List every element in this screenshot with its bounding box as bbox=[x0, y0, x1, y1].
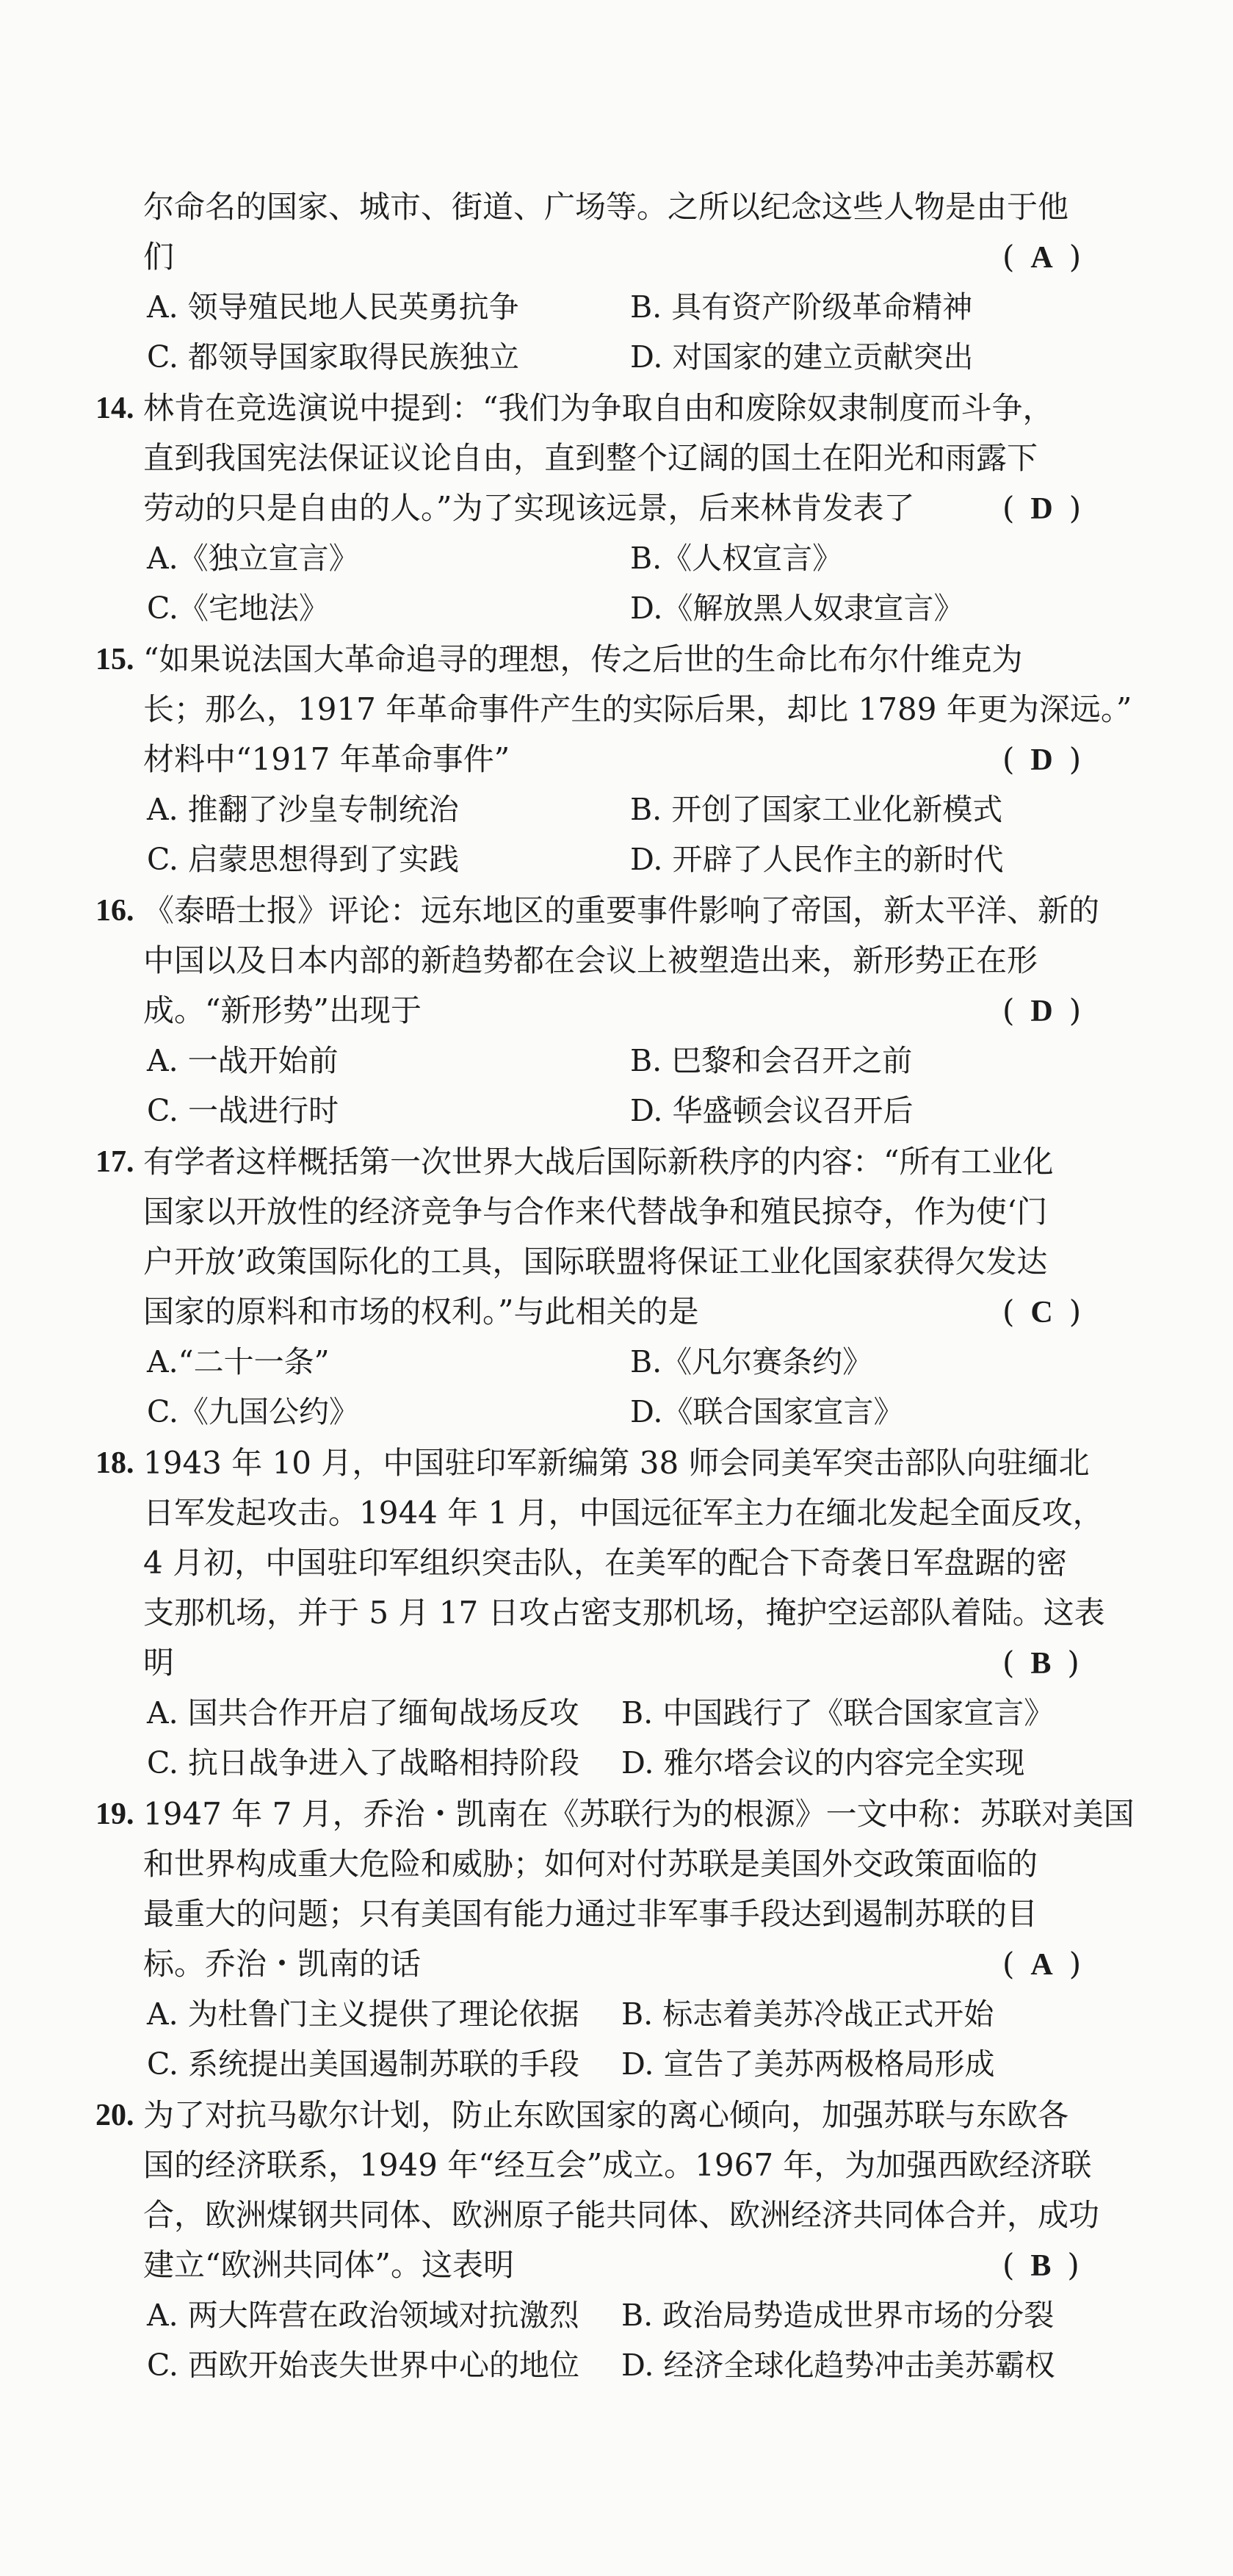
question-20-option-a: A. 两大阵营在政治领域对抗激烈 bbox=[147, 2298, 579, 2333]
question-20-line-3: 合，欧洲煤钢共同体、欧洲原子能共同体、欧洲经济共同体合并，成功 bbox=[143, 2197, 1100, 2233]
question-13-option-c: C. 都领导国家取得民族独立 bbox=[147, 339, 519, 375]
question-14-option-b: B.《人权宣言》 bbox=[630, 541, 843, 576]
question-17-line-4: 国家的原料和市场的权利。”与此相关的是 bbox=[143, 1294, 699, 1330]
question-15-option-d: D. 开辟了人民作主的新时代 bbox=[630, 842, 1004, 877]
question-19-line-2: 和世界构成重大危险和威胁；如何对付苏联是美国外交政策面临的 bbox=[143, 1846, 1038, 1882]
question-19-line-3: 最重大的问题；只有美国有能力通过非军事手段达到遏制苏联的目 bbox=[143, 1896, 1038, 1932]
question-20-option-b: B. 政治局势造成世界市场的分裂 bbox=[621, 2298, 1055, 2333]
question-13-option-d: D. 对国家的建立贡献突出 bbox=[630, 339, 974, 375]
question-14-line-2: 直到我国宪法保证议论自由，直到整个辽阔的国土在阳光和雨露下 bbox=[143, 440, 1038, 476]
question-19-line-4: 标。乔治・凯南的话 bbox=[143, 1946, 422, 1982]
question-15-answer: ( D ) bbox=[1002, 741, 1082, 777]
question-15-line-2: 长；那么，1917 年革命事件产生的实际后果，却比 1789 年更为深远。” bbox=[143, 691, 1132, 727]
question-20-number: 20. bbox=[95, 2099, 134, 2132]
question-18-option-b: B. 中国践行了《联合国家宣言》 bbox=[621, 1695, 1055, 1731]
question-18-line-5: 明 bbox=[143, 1645, 175, 1681]
question-18-answer: ( B ) bbox=[1002, 1645, 1080, 1681]
question-18-line-4: 支那机场，并于 5 月 17 日攻占密支那机场，掩护空运部队着陆。这表 bbox=[143, 1595, 1105, 1631]
question-17-line-2: 国家以开放性的经济竞争与合作来代替战争和殖民掠夺，作为使‘门 bbox=[143, 1194, 1048, 1230]
question-18-option-d: D. 雅尔塔会议的内容完全实现 bbox=[621, 1745, 1025, 1781]
question-18-number: 18. bbox=[95, 1446, 134, 1480]
question-18-line-2: 日军发起攻击。1944 年 1 月，中国远征军主力在缅北发起全面反攻， bbox=[143, 1495, 1104, 1531]
question-13-option-b: B. 具有资产阶级革命精神 bbox=[630, 289, 973, 325]
answer-letter: A bbox=[1030, 241, 1053, 275]
question-20-answer: ( B ) bbox=[1002, 2247, 1080, 2283]
question-18-option-a: A. 国共合作开启了缅甸战场反攻 bbox=[147, 1695, 579, 1731]
answer-letter: D bbox=[1030, 492, 1053, 526]
question-13-answer: ( A ) bbox=[1002, 239, 1082, 275]
question-16-answer: ( D ) bbox=[1002, 992, 1082, 1028]
question-17-option-b: B.《凡尔赛条约》 bbox=[630, 1344, 873, 1379]
question-19-number: 19. bbox=[95, 1797, 134, 1831]
question-16-option-a: A. 一战开始前 bbox=[147, 1043, 339, 1078]
question-16-line-1: 《泰晤士报》评论：远东地区的重要事件影响了帝国，新太平洋、新的 bbox=[143, 892, 1100, 928]
question-17-answer: ( C ) bbox=[1002, 1294, 1082, 1330]
question-13-line-2: 们 bbox=[143, 239, 175, 275]
question-16-line-3: 成。“新形势”出现于 bbox=[143, 992, 422, 1028]
question-18-line-1: 1943 年 10 月，中国驻印军新编第 38 师会同美军突击部队向驻缅北 bbox=[143, 1445, 1090, 1481]
question-13-option-a: A. 领导殖民地人民英勇抗争 bbox=[147, 289, 519, 325]
question-19-answer: ( A ) bbox=[1002, 1946, 1082, 1982]
answer-letter: C bbox=[1030, 1296, 1053, 1330]
question-16-number: 16. bbox=[95, 894, 134, 928]
question-17-option-a: A.“二十一条” bbox=[147, 1344, 330, 1379]
question-19-line-1: 1947 年 7 月，乔治・凯南在《苏联行为的根源》一文中称：苏联对美国 bbox=[143, 1796, 1135, 1832]
question-14-line-1: 林肯在竞选演说中提到：“我们为争取自由和废除奴隶制度而斗争， bbox=[143, 390, 1054, 426]
question-17-line-3: 户开放’政策国际化的工具，国际联盟将保证工业化国家获得欠发达 bbox=[143, 1244, 1048, 1280]
answer-letter: B bbox=[1030, 2249, 1052, 2283]
question-18-option-c: C. 抗日战争进入了战略相持阶段 bbox=[147, 1745, 579, 1781]
question-14-option-a: A.《独立宣言》 bbox=[147, 541, 359, 576]
question-19-option-c: C. 系统提出美国遏制苏联的手段 bbox=[147, 2046, 579, 2082]
answer-letter: A bbox=[1030, 1948, 1053, 1982]
question-20-line-2: 国的经济联系，1949 年“经互会”成立。1967 年，为加强西欧经济联 bbox=[143, 2147, 1092, 2183]
question-19-option-a: A. 为杜鲁门主义提供了理论依据 bbox=[147, 1996, 579, 2032]
question-15-number: 15. bbox=[95, 643, 134, 677]
question-14-number: 14. bbox=[95, 392, 134, 425]
answer-letter: D bbox=[1030, 743, 1053, 777]
question-15-option-c: C. 启蒙思想得到了实践 bbox=[147, 842, 459, 877]
question-16-option-c: C. 一战进行时 bbox=[147, 1093, 339, 1128]
question-14-option-d: D.《解放黑人奴隶宣言》 bbox=[630, 591, 964, 626]
question-13-line-1: 尔命名的国家、城市、街道、广场等。之所以纪念这些人物是由于他 bbox=[143, 189, 1069, 225]
answer-letter: D bbox=[1030, 995, 1053, 1028]
question-20-line-4: 建立“欧洲共同体”。这表明 bbox=[143, 2247, 514, 2283]
question-14-line-3: 劳动的只是自由的人。”为了实现该远景，后来林肯发表了 bbox=[143, 490, 915, 526]
question-20-option-d: D. 经济全球化趋势冲击美苏霸权 bbox=[621, 2348, 1055, 2383]
question-17-option-c: C.《九国公约》 bbox=[147, 1394, 359, 1429]
question-20-option-c: C. 西欧开始丧失世界中心的地位 bbox=[147, 2348, 579, 2383]
question-14-option-c: C.《宅地法》 bbox=[147, 591, 329, 626]
question-15-option-a: A. 推翻了沙皇专制统治 bbox=[147, 792, 459, 827]
question-15-line-3: 材料中“1917 年革命事件” bbox=[143, 741, 510, 777]
answer-letter: B bbox=[1030, 1647, 1052, 1681]
question-17-number: 17. bbox=[95, 1145, 134, 1179]
question-16-line-2: 中国以及日本内部的新趋势都在会议上被塑造出来，新形势正在形 bbox=[143, 942, 1038, 978]
question-19-option-d: D. 宣告了美苏两极格局形成 bbox=[621, 2046, 995, 2082]
question-17-option-d: D.《联合国家宣言》 bbox=[630, 1394, 904, 1429]
question-19-option-b: B. 标志着美苏冷战正式开始 bbox=[621, 1996, 994, 2032]
question-15-option-b: B. 开创了国家工业化新模式 bbox=[630, 792, 1003, 827]
question-16-option-d: D. 华盛顿会议召开后 bbox=[630, 1093, 914, 1128]
question-16-option-b: B. 巴黎和会召开之前 bbox=[630, 1043, 913, 1078]
question-18-line-3: 4 月初，中国驻印军组织突击队，在美军的配合下奇袭日军盘踞的密 bbox=[143, 1545, 1068, 1581]
question-15-line-1: “如果说法国大革命追寻的理想，传之后世的生命比布尔什维克为 bbox=[143, 641, 1023, 677]
question-17-line-1: 有学者这样概括第一次世界大战后国际新秩序的内容：“所有工业化 bbox=[143, 1144, 1054, 1180]
question-20-line-1: 为了对抗马歇尔计划，防止东欧国家的离心倾向，加强苏联与东欧各 bbox=[143, 2097, 1069, 2133]
question-14-answer: ( D ) bbox=[1002, 490, 1082, 526]
